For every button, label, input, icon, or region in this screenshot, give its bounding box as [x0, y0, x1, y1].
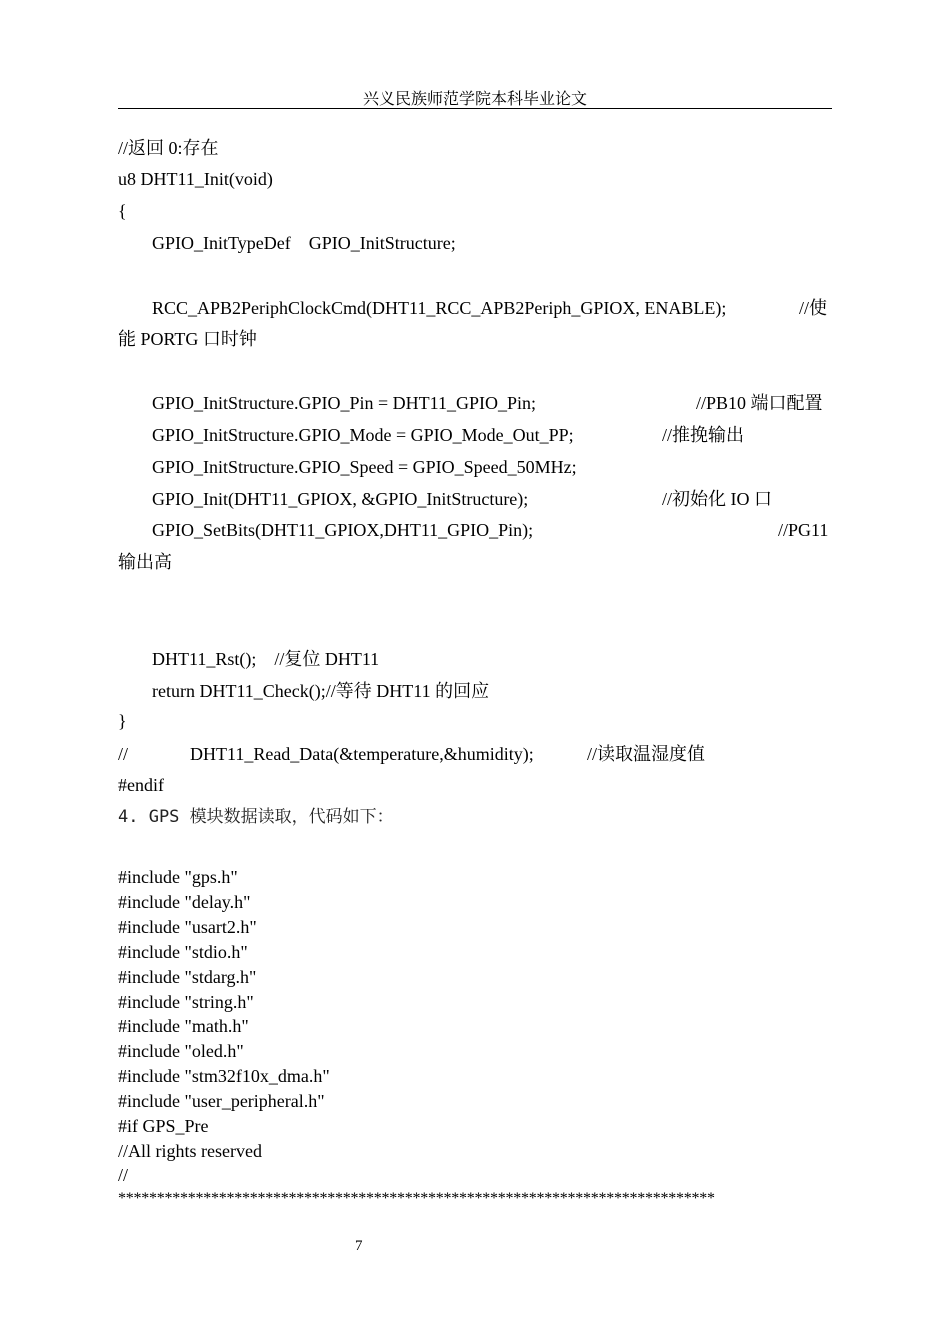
code-line-read-data: DHT11_Read_Data(&temperature,&humidity);	[190, 744, 534, 764]
code-line-dht11-rst: DHT11_Rst(); //复位 DHT11	[152, 649, 380, 669]
header-rule	[118, 108, 832, 109]
asterisk-divider: *****************************************************************************	[118, 1190, 715, 1207]
code-include-line: #include "delay.h"	[118, 892, 251, 912]
code-line-return-check: return DHT11_Check();//等待 DHT11 的回应	[152, 681, 490, 701]
code-comment-gpio-pin: //PB10 端口配置	[696, 393, 823, 413]
code-include-line: #include "math.h"	[118, 1016, 249, 1036]
code-include-line: #include "string.h"	[118, 992, 254, 1012]
code-line-gpio-init: GPIO_Init(DHT11_GPIOX, &GPIO_InitStructure);	[152, 489, 529, 509]
code-line-gpio-mode: GPIO_InitStructure.GPIO_Mode = GPIO_Mode_Out_PP;	[152, 425, 574, 445]
code-include-line: #include "gps.h"	[118, 867, 238, 887]
code-comment-read-data: //读取温湿度值	[587, 744, 706, 764]
code-line-open-brace: {	[118, 201, 127, 221]
code-include-line: #include "user_peripheral.h"	[118, 1091, 325, 1111]
code-comment-setbits: //PG11	[778, 520, 829, 540]
code-include-line: #include "usart2.h"	[118, 917, 257, 937]
code-comment-line: //	[118, 1165, 129, 1185]
code-comment-gpio-mode: //推挽输出	[662, 425, 745, 445]
code-include-line: #include "oled.h"	[118, 1041, 244, 1061]
code-line-endif: #endif	[118, 775, 164, 795]
code-line-typedef: GPIO_InitTypeDef GPIO_InitStructure;	[152, 233, 456, 253]
code-line-setbits-continuation: 输出高	[118, 552, 172, 572]
section-heading: 4. GPS 模块数据读取，代码如下：	[118, 807, 394, 827]
code-line-return-comment: //返回 0:存在	[118, 138, 219, 158]
code-comment-rcc: //使	[799, 298, 828, 318]
code-include-line: #include "stm32f10x_dma.h"	[118, 1066, 330, 1086]
code-line-gpio-pin: GPIO_InitStructure.GPIO_Pin = DHT11_GPIO_Pin;	[152, 393, 536, 413]
code-line-gpio-speed: GPIO_InitStructure.GPIO_Speed = GPIO_Speed_50MHz;	[152, 457, 577, 477]
code-include-line: #include "stdarg.h"	[118, 967, 257, 987]
code-line-close-brace: }	[118, 711, 127, 731]
code-comment-line: //All rights reserved	[118, 1141, 262, 1161]
code-preprocessor-line: #if GPS_Pre	[118, 1116, 209, 1136]
code-include-line: #include "stdio.h"	[118, 942, 248, 962]
code-line-rcc-continuation: 能 PORTG 口时钟	[118, 329, 257, 349]
code-line-gpio-setbits: GPIO_SetBits(DHT11_GPIOX,DHT11_GPIO_Pin);	[152, 520, 534, 540]
code-line-rcc-clock: RCC_APB2PeriphClockCmd(DHT11_RCC_APB2Periph_GPIOX, ENABLE);	[152, 298, 727, 318]
page-header-title: 兴义民族师范学院本科毕业论文	[362, 91, 587, 108]
page-number: 7	[355, 1238, 363, 1254]
code-comment-gpio-init: //初始化 IO 口	[662, 489, 772, 509]
code-line-function-signature: u8 DHT11_Init(void)	[118, 169, 273, 189]
code-line-read-data-slashes: //	[118, 744, 129, 764]
